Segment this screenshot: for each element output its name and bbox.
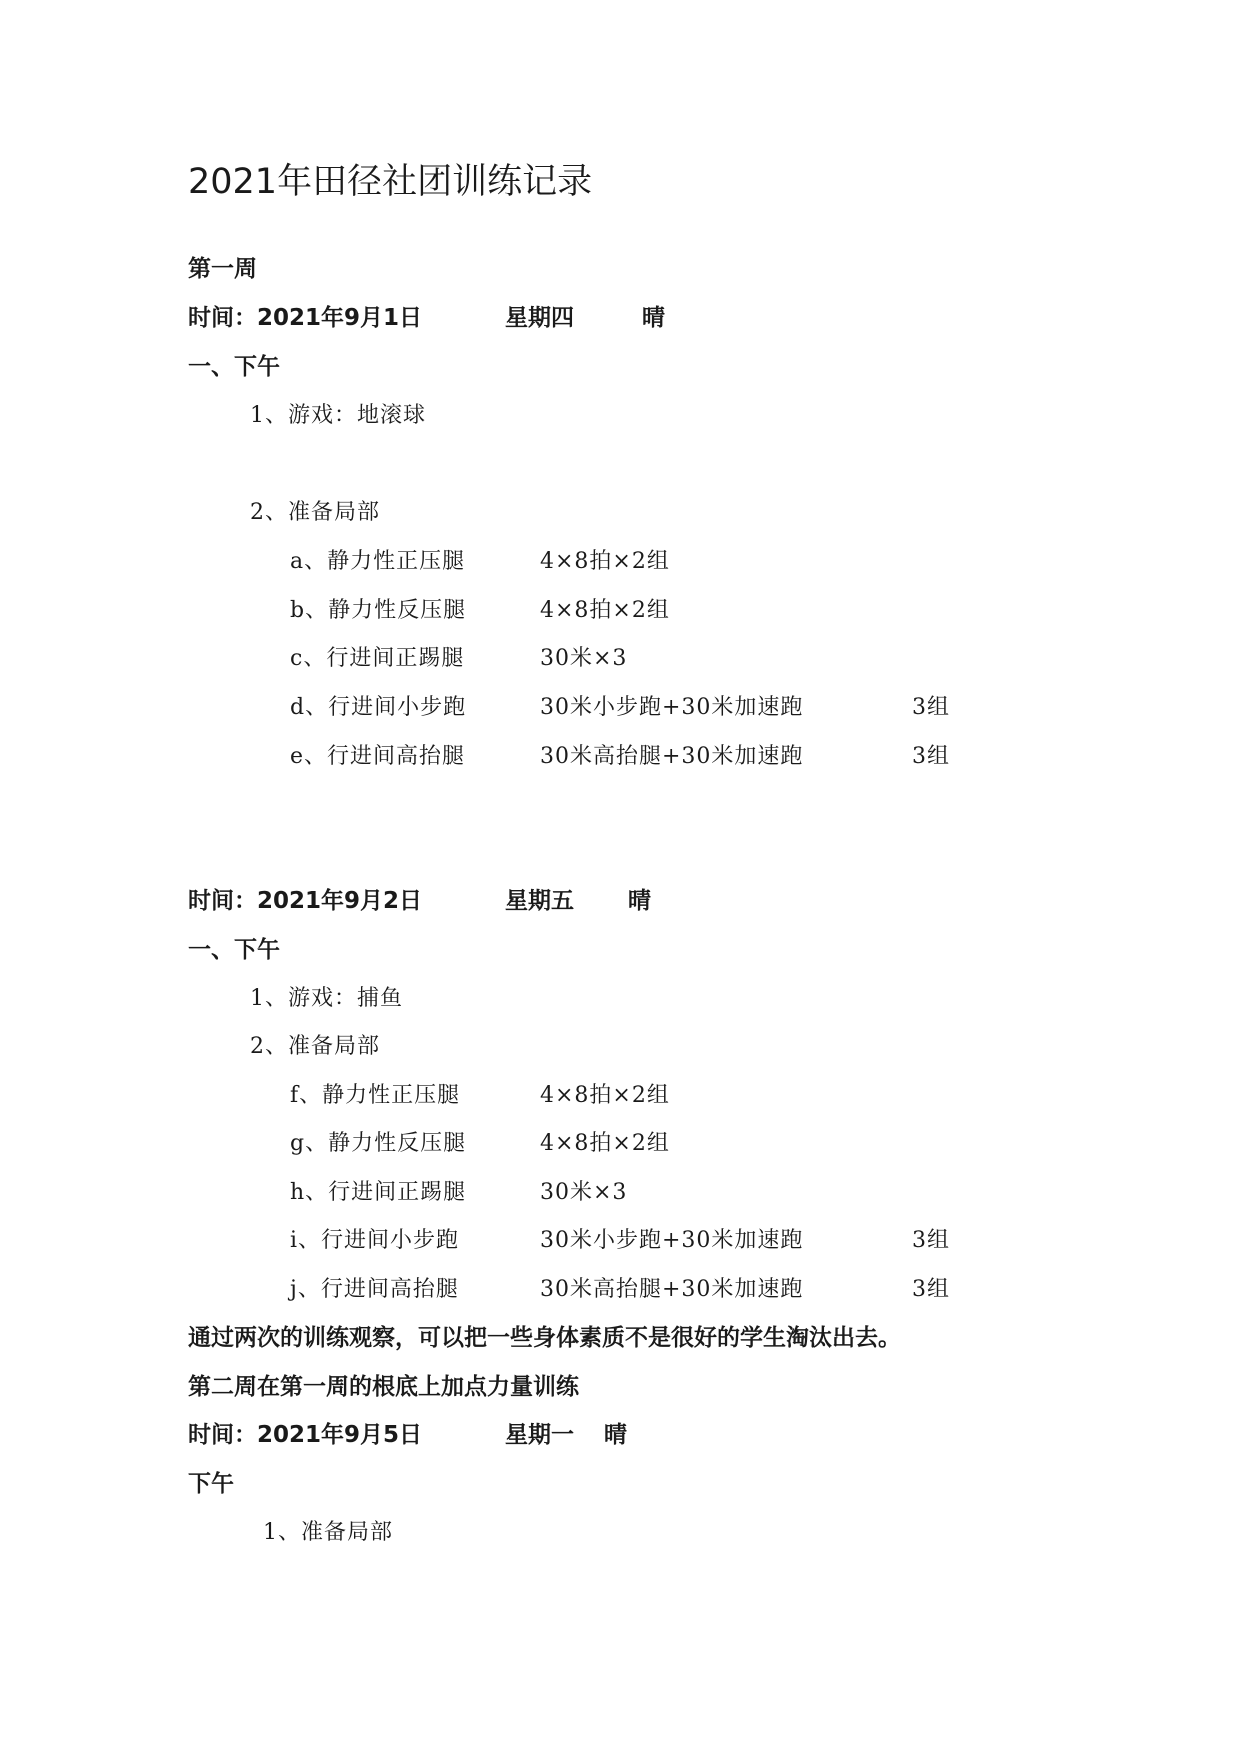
document-title: 2021年田径社团训练记录	[188, 162, 593, 202]
day1-weather: 晴	[642, 305, 665, 331]
day3-session: 下午	[188, 1471, 234, 1497]
observation-note: 通过两次的训练观察，可以把一些身体素质不是很好的学生淘汰出去。	[188, 1325, 901, 1351]
day1-exercise-spec: 30米高抬腿+30米加速跑	[540, 744, 804, 769]
day1-exercise-name: b、静力性反压腿	[290, 598, 467, 623]
day1-exercise-spec: 30米×3	[540, 646, 628, 671]
day3-date: 时间：2021年9月5日	[188, 1422, 423, 1448]
day2-weekday: 星期五	[505, 888, 574, 914]
day2-exercise-sets: 3组	[912, 1228, 950, 1253]
day1-session: 一、下午	[188, 354, 280, 380]
week2-heading: 第二周在第一周的根底上加点力量训练	[188, 1374, 579, 1400]
day1-exercise-name: c、行进间正踢腿	[290, 646, 465, 671]
day2-exercise-spec: 30米小步跑+30米加速跑	[540, 1228, 804, 1253]
day2-date: 时间：2021年9月2日	[188, 888, 423, 914]
day2-exercise-spec: 4×8拍×2组	[540, 1083, 670, 1108]
day1-exercise-name: a、静力性正压腿	[290, 549, 466, 574]
day2-exercise-name: h、行进间正踢腿	[290, 1180, 467, 1205]
day1-exercise-sets: 3组	[912, 695, 950, 720]
day1-game: 1、游戏：地滚球	[250, 403, 426, 428]
day2-exercise-sets: 3组	[912, 1277, 950, 1302]
day2-exercise-spec: 4×8拍×2组	[540, 1131, 670, 1156]
day1-weekday: 星期四	[505, 305, 574, 331]
day2-exercise-name: g、静力性反压腿	[290, 1131, 467, 1156]
day3-weather: 晴	[604, 1422, 627, 1448]
day3-weekday: 星期一	[505, 1422, 574, 1448]
day2-exercise-spec: 30米高抬腿+30米加速跑	[540, 1277, 804, 1302]
day2-exercise-spec: 30米×3	[540, 1180, 628, 1205]
day2-weather: 晴	[628, 888, 651, 914]
day2-session: 一、下午	[188, 937, 280, 963]
day2-exercise-name: j、行进间高抬腿	[290, 1277, 459, 1302]
day1-exercise-name: d、行进间小步跑	[290, 695, 467, 720]
day1-exercise-spec: 4×8拍×2组	[540, 549, 670, 574]
day1-exercise-spec: 30米小步跑+30米加速跑	[540, 695, 804, 720]
week1-heading: 第一周	[188, 256, 257, 282]
day3-prep: 1、准备局部	[263, 1520, 393, 1545]
day1-date: 时间：2021年9月1日	[188, 305, 423, 331]
day2-prep: 2、准备局部	[250, 1034, 380, 1059]
day2-game: 1、游戏：捕鱼	[250, 986, 403, 1011]
day1-exercise-spec: 4×8拍×2组	[540, 598, 670, 623]
day1-exercise-sets: 3组	[912, 744, 950, 769]
day1-prep: 2、准备局部	[250, 500, 380, 525]
day2-exercise-name: i、行进间小步跑	[290, 1228, 460, 1253]
day1-exercise-name: e、行进间高抬腿	[290, 744, 466, 769]
day2-exercise-name: f、静力性正压腿	[290, 1083, 461, 1108]
